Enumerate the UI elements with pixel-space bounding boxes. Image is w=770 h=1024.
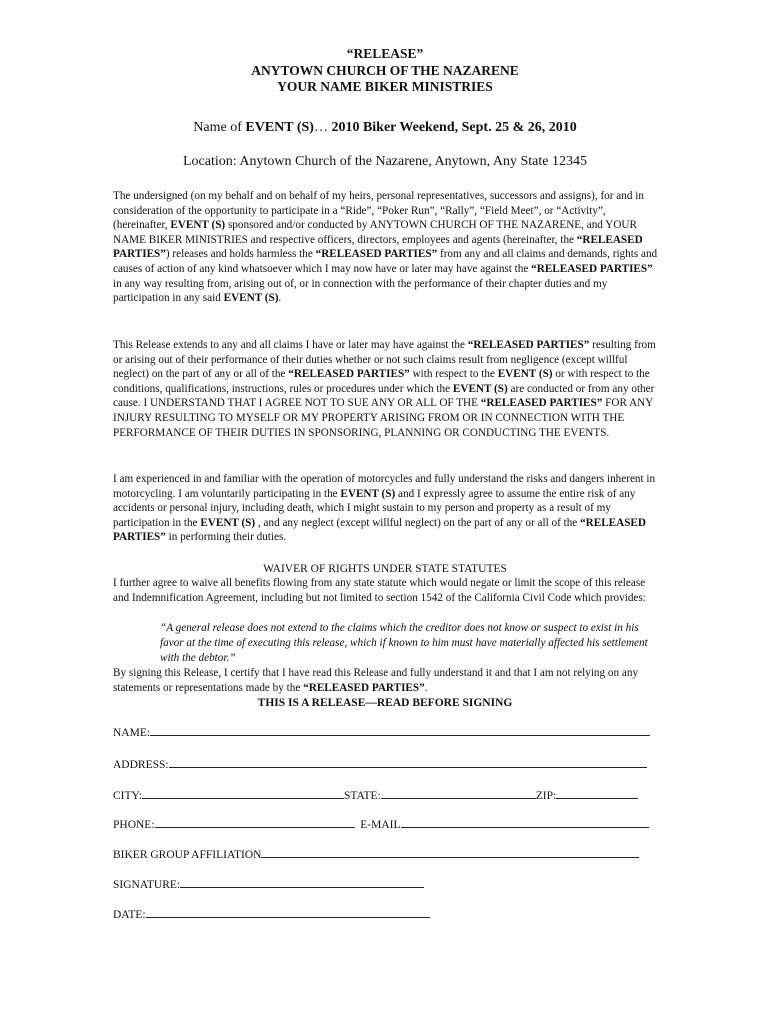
release-paragraph-2: This Release extends to any and all claims I have or later may have against the “RELEASED PARTIES” resulting from or arising out of their performance of their duties whether or not such claims result from negligence (except willful neglect) on the part of any or all of the “RELEASED PARTIES” with respect to the EVENT (S) or with respect to the conditions, qualifications, instructions, rules or procedures under which the EVENT (S) are conducted or from any other cause. I UNDERSTAND THAT I AGREE NOT TO SUE ANY OR ALL OF THE “RELEASED PARTIES” FOR ANY INJURY RESULTING TO MYSELF OR MY PROPERTY ARISING FROM OR IN CONNECTION WITH THE PERFORMANCE OF THEIR DUTIES IN SPONSORING, PLANNING OR CONDUCTING THE EVENTS. [113,339,656,439]
event-label: EVENT (S) [245,120,314,135]
waiver-title: WAIVER OF RIGHTS UNDER STATE STATUTES [263,563,507,575]
email-label: E-MAIL [360,819,401,831]
city-state-zip-row [113,787,638,803]
date-label: DATE: [113,909,146,921]
state-input-line[interactable] [381,787,536,799]
email-input-line[interactable] [401,816,649,828]
zip-input-line[interactable] [556,787,638,799]
signature-label: SIGNATURE: [113,879,181,891]
release-paragraph-1: The undersigned (on my behalf and on behalf of my heirs, personal representatives, successors and assigns), for and in consideration of the opportunity to participate in a “Ride”, “Poker Run”, “Rally”, “Field Meet”, or “Activity”, (hereinafter, EVENT (S) sponsored and/or conducted by ANYTOWN CHURCH OF THE NAZARENE, and YOUR NAME BIKER MINISTRIES and respective officers, directors, employees and agents (hereinafter, the “RELEASED PARTIES”) releases and holds harmless the “RELEASED PARTIES” from any and all claims and demands, rights and causes of action of any kind whatsoever which I may now have or later may have against the “RELEASED PARTIES” in any way resulting from, arising out of, or in connection with the performance of their chapter duties and my participation in any said EVENT (S). [113,190,658,305]
signature-input-line[interactable] [180,876,424,888]
waiver-body: I further agree to waive all benefits flowing from any state statute which would negate or limit the scope of this release and Indemnification Agreement, including but not limited to section 1542 of the California Civil Code which provides: [113,577,646,604]
phone-label: PHONE: [113,819,155,831]
date-input-line[interactable] [146,906,430,918]
phone-input-line[interactable] [155,816,355,828]
event-prefix: Name of [193,120,246,135]
city-label: CITY: [113,790,142,802]
state-label: STATE: [343,790,381,802]
address-input-line[interactable] [169,756,647,768]
name-field[interactable] [113,724,650,740]
address-label: ADDRESS: [113,759,169,771]
document-title: “RELEASE” [346,46,424,61]
zip-label: ZIP: [535,790,557,802]
event-separator: … [313,120,332,135]
event-location: Location: Anytown Church of the Nazarene, Anytown, Any State 12345 [183,154,587,169]
event-name: 2010 Biker Weekend, Sept. 25 & 26, 2010 [331,120,577,135]
release-banner: THIS IS A RELEASE—READ BEFORE SIGNING [257,697,513,709]
organization-name: ANYTOWN CHURCH OF THE NAZARENE [251,62,519,78]
signing-statement: By signing this Release, I certify that I have read this Release and fully understand it and that I am not relying on any statements or representations made by the “RELEASED PARTIES”. [113,667,639,694]
name-label: NAME: [113,727,151,739]
phone-email-row [113,816,649,832]
city-input-line[interactable] [142,787,344,799]
date-field[interactable] [113,906,430,922]
biker-group-input-line[interactable] [261,846,639,858]
document-header [0,46,770,96]
address-field[interactable] [113,756,647,772]
biker-group-label: BIKER GROUP AFFILIATION [113,849,262,861]
event-name-line [0,119,770,136]
biker-group-field[interactable] [113,846,639,862]
civil-code-quote: “A general release does not extend to the claims which the creditor does not know or suspect to exist in his favor at the time of executing this release, which if known to him must have materially affected his settlement with the debtor.” [160,622,648,664]
release-paragraph-3: I am experienced in and familiar with the operation of motorcycles and fully understand the risks and dangers inherent in motorcycling. I am voluntarily participating in the EVENT (S) and I expressly agree to assume the entire risk of any accidents or personal injury, including death, which I might sustain to my person and property as a result of my participation in the EVENT (S) , and any neglect (except willful neglect) on the part of any or all of the “RELEASED PARTIES” in performing their duties. [113,473,656,544]
signature-field[interactable] [113,876,424,892]
name-input-line[interactable] [150,724,650,736]
ministry-name: YOUR NAME BIKER MINISTRIES [277,79,493,94]
